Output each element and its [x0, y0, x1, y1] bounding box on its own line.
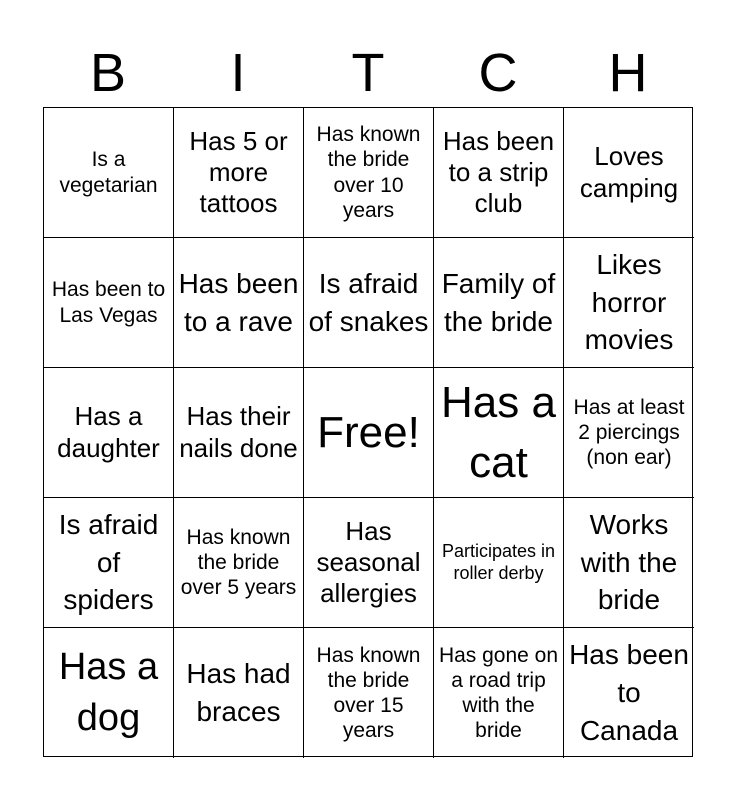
- bingo-cell[interactable]: Has at least 2 piercings (non ear): [564, 368, 694, 498]
- bingo-cell[interactable]: Has been to Las Vegas: [44, 238, 174, 368]
- bingo-cell[interactable]: Has 5 or more tattoos: [174, 108, 304, 238]
- bingo-cell[interactable]: Has known the bride over 15 years: [304, 628, 434, 758]
- bingo-cell[interactable]: Has known the bride over 5 years: [174, 498, 304, 628]
- bingo-cell[interactable]: Is afraid of snakes: [304, 238, 434, 368]
- bingo-cell[interactable]: Has gone on a road trip with the bride: [434, 628, 564, 758]
- bingo-cell[interactable]: Is afraid of spiders: [44, 498, 174, 628]
- header-letter-t: T: [351, 43, 385, 103]
- free-space-cell[interactable]: Free!: [304, 368, 434, 498]
- bingo-cell[interactable]: Loves camping: [564, 108, 694, 238]
- bingo-cell[interactable]: Has been to a strip club: [434, 108, 564, 238]
- bingo-board: [43, 107, 693, 757]
- bingo-header: [43, 38, 693, 108]
- bingo-cell[interactable]: Has known the bride over 10 years: [304, 108, 434, 238]
- bingo-cell[interactable]: Likes horror movies: [564, 238, 694, 368]
- bingo-cell[interactable]: Has been to Canada: [569, 639, 689, 746]
- bingo-cell[interactable]: Has a dog: [44, 628, 174, 758]
- bingo-cell[interactable]: Has had braces: [174, 628, 304, 758]
- bingo-cell[interactable]: Works with the bride: [564, 498, 694, 628]
- bingo-cell[interactable]: Family of the bride: [434, 238, 564, 368]
- bingo-cell[interactable]: Has been to a rave: [174, 238, 304, 368]
- header-letter-c: C: [478, 43, 518, 103]
- header-letter-h: H: [608, 43, 648, 103]
- bingo-cell[interactable]: Participates in roller derby: [434, 498, 564, 628]
- bingo-cell[interactable]: Has their nails done: [174, 368, 304, 498]
- bingo-cell[interactable]: Has seasonal allergies: [304, 498, 434, 628]
- header-letter-i: I: [230, 43, 246, 103]
- bingo-cell[interactable]: Is a vegetarian: [44, 108, 174, 238]
- bingo-cell[interactable]: Has a cat: [434, 368, 564, 498]
- bingo-cell[interactable]: Has a daughter: [44, 368, 174, 498]
- header-letter-b: B: [89, 43, 127, 103]
